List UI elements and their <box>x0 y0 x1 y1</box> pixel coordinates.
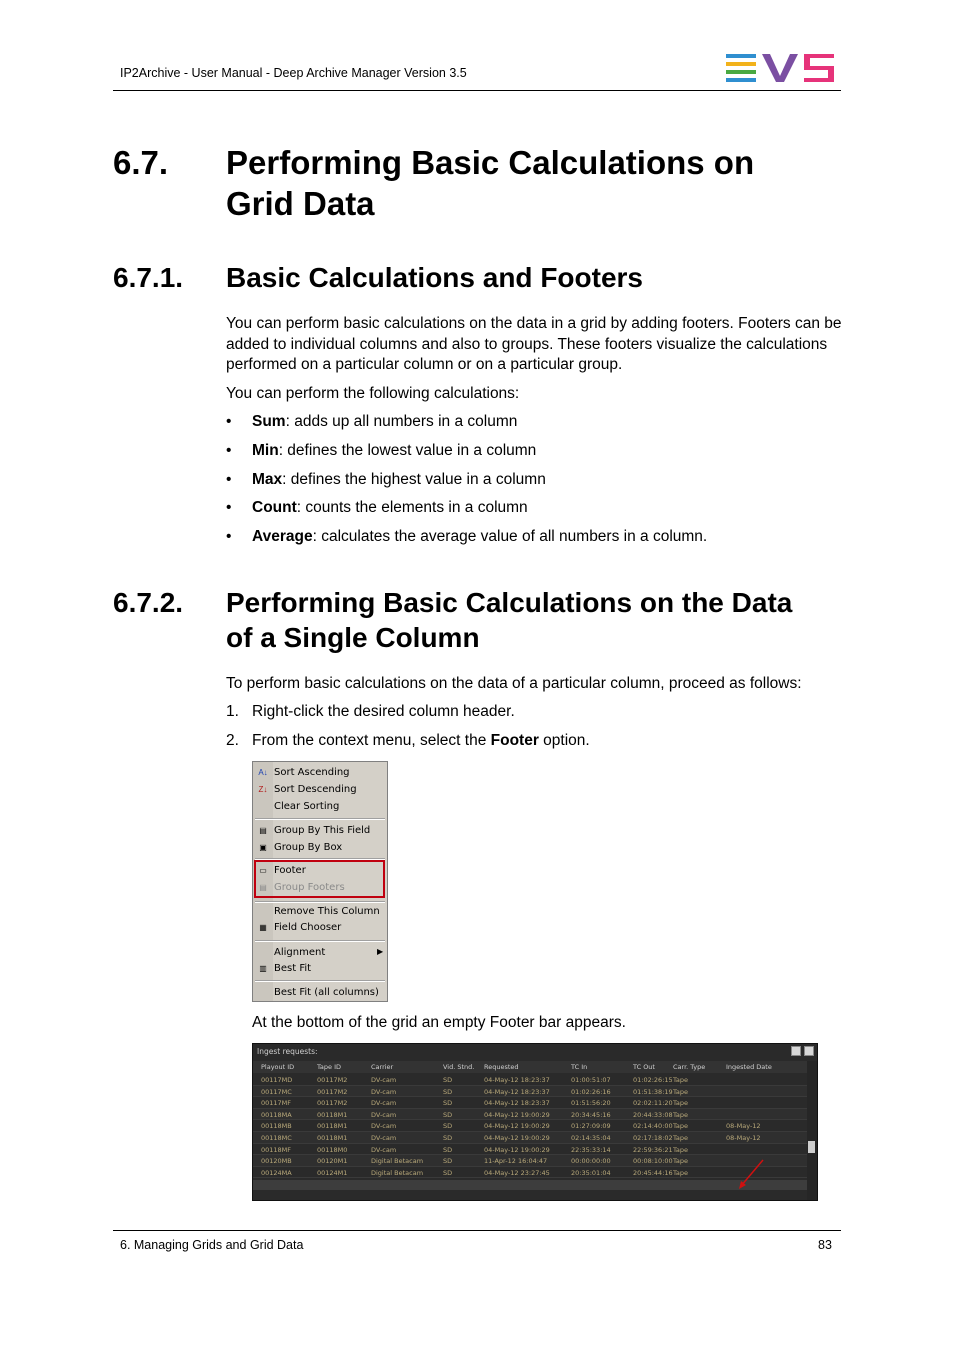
best-fit-icon: ▥ <box>259 964 267 973</box>
table-cell: 01:02:26:15 <box>633 1076 673 1084</box>
table-cell: 20:45:44:16 <box>633 1168 673 1177</box>
menu-item-group-by-box[interactable]: Group By Box <box>274 842 343 853</box>
table-cell: 00117MD <box>261 1076 293 1084</box>
bullet-desc: : adds up all numbers in a column <box>285 413 518 430</box>
bullet-term: Max <box>252 471 283 488</box>
table-cell: 00124MA <box>261 1168 292 1177</box>
table-cell: 08-May-12 <box>726 1134 761 1142</box>
table-cell: 04-May-12 18:23:37 <box>484 1099 550 1108</box>
bullet-desc: : counts the elements in a column <box>296 499 528 516</box>
table-cell: 04-May-12 19:00:29 <box>484 1110 550 1119</box>
menu-item-group-by-field[interactable]: Group By This Field <box>274 825 371 836</box>
footer-icon: ▭ <box>259 866 267 875</box>
table-cell: SD <box>443 1122 453 1131</box>
table-row[interactable] <box>253 1120 807 1132</box>
group-box-icon: ▣ <box>259 843 267 852</box>
header-rule <box>113 90 841 91</box>
table-cell: Tape <box>673 1099 689 1108</box>
table-cell: SD <box>443 1076 453 1084</box>
footer-highlight-box <box>254 860 385 898</box>
table-cell: 00117MF <box>261 1099 292 1108</box>
table-cell: 04-May-12 23:27:45 <box>484 1168 550 1177</box>
subsection-title-2-line1: Performing Basic Calculations on the Data <box>226 587 793 618</box>
table-cell: 00118M1 <box>317 1134 348 1142</box>
section-number: 6.7. <box>113 144 169 181</box>
table-cell: 00118MF <box>261 1145 292 1154</box>
table-cell: 02:14:35:04 <box>571 1134 611 1142</box>
sort-descending-icon: Z↓ <box>258 785 268 794</box>
intro-paragraph <box>226 314 842 376</box>
table-cell: 02:02:11:20 <box>633 1099 673 1108</box>
table-cell: 20:35:01:04 <box>571 1168 611 1177</box>
menu-item-sort-descending[interactable]: Sort Descending <box>274 784 357 795</box>
footer-chapter: 6. Managing Grids and Grid Data <box>120 1238 304 1252</box>
table-cell: 20:34:45:16 <box>571 1110 611 1119</box>
bullet-term: Average <box>252 528 313 545</box>
table-cell: 00124M1 <box>317 1168 348 1177</box>
table-cell: Tape <box>673 1110 689 1119</box>
menu-item-alignment[interactable]: Alignment <box>274 947 326 958</box>
grid-column-header[interactable]: Carrier <box>371 1063 394 1071</box>
step-number: 2. <box>226 732 239 749</box>
evs-logo <box>726 54 834 82</box>
grid-column-header[interactable]: Carr. Type <box>673 1063 706 1071</box>
ingest-grid <box>252 1043 818 1201</box>
menu-item-remove-column[interactable]: Remove This Column <box>274 906 380 917</box>
group-field-icon: ▤ <box>259 826 267 835</box>
grid-title: Ingest requests: <box>257 1047 318 1056</box>
intro-line: You can perform basic calculations on the data in a grid by adding footers. Footers can be <box>226 315 842 332</box>
table-cell: Tape <box>673 1122 689 1131</box>
table-cell: 00117MC <box>261 1087 292 1096</box>
table-cell: 00117M2 <box>317 1099 348 1108</box>
bullet-term: Count <box>252 499 297 516</box>
table-cell: 02:17:18:02 <box>633 1134 673 1142</box>
grid-column-header[interactable]: Tape ID <box>317 1063 341 1071</box>
bullet-term: Sum <box>252 413 286 430</box>
table-cell: DV-cam <box>371 1134 397 1142</box>
grid-column-header[interactable]: TC In <box>571 1063 588 1071</box>
table-cell: SD <box>443 1110 453 1119</box>
table-cell: 00118M1 <box>317 1110 348 1119</box>
step-text: Right-click the desired column header. <box>252 703 515 720</box>
table-cell: DV-cam <box>371 1110 397 1119</box>
procedure-intro: To perform basic calculations on the data of a particular column, proceed as follows: <box>226 675 802 692</box>
table-cell: 04-May-12 18:23:37 <box>484 1076 550 1084</box>
section-heading <box>113 142 833 224</box>
section-title-line2: Grid Data <box>226 185 375 222</box>
table-cell: Tape <box>673 1076 689 1084</box>
table-row[interactable] <box>253 1086 807 1098</box>
table-row[interactable] <box>253 1167 807 1179</box>
table-cell: Tape <box>673 1168 689 1177</box>
running-header: IP2Archive - User Manual - Deep Archive Manager Version 3.5 <box>120 66 467 80</box>
table-cell: DV-cam <box>371 1145 397 1154</box>
step-bold: Footer <box>490 732 539 749</box>
grid-restore-icon[interactable] <box>791 1046 801 1056</box>
table-cell: 04-May-12 18:23:37 <box>484 1087 550 1096</box>
table-cell: SD <box>443 1134 453 1142</box>
table-cell: 00118MA <box>261 1110 292 1119</box>
subsection-title-2-line2: of a Single Column <box>226 622 480 653</box>
table-cell: 04-May-12 19:00:29 <box>484 1122 550 1131</box>
step-text: From the context menu, select the <box>252 732 491 749</box>
table-cell: 08-May-12 <box>726 1122 761 1131</box>
table-cell: 00118M1 <box>317 1122 348 1131</box>
annotation-arrow-icon <box>733 1156 773 1192</box>
group-footers-icon: ▤ <box>259 883 267 892</box>
table-cell: Digital Betacam <box>371 1157 424 1166</box>
table-row[interactable] <box>253 1097 807 1109</box>
table-row[interactable] <box>253 1074 807 1086</box>
grid-column-header[interactable]: Ingested Date <box>726 1063 772 1071</box>
menu-item-best-fit[interactable]: Best Fit <box>274 963 312 974</box>
submenu-arrow-icon: ▶ <box>377 947 384 956</box>
table-cell: DV-cam <box>371 1099 397 1108</box>
table-cell: 01:27:09:09 <box>571 1122 611 1131</box>
table-cell: 01:02:26:16 <box>571 1087 611 1096</box>
table-cell: 00118MC <box>261 1134 292 1142</box>
subsection-number-1: 6.7.1. <box>113 262 184 293</box>
table-cell: 00117M2 <box>317 1087 348 1096</box>
table-cell: Tape <box>673 1157 689 1166</box>
grid-column-header[interactable]: Requested <box>484 1063 519 1071</box>
result-caption: At the bottom of the grid an empty Footer bar appears. <box>252 1014 626 1031</box>
intro-line: added to individual columns and also to groups. These footers visualize the calculations <box>226 335 828 353</box>
bullet-term: Min <box>252 442 279 459</box>
menu-item-sort-ascending[interactable]: Sort Ascending <box>274 767 350 778</box>
table-cell: 04-May-12 19:00:29 <box>484 1134 550 1142</box>
page-number: 83 <box>818 1238 832 1252</box>
grid-footer-bar <box>253 1180 807 1190</box>
table-cell: 00118MB <box>261 1122 292 1131</box>
menu-separator <box>255 940 385 942</box>
table-cell: 22:59:36:21 <box>633 1145 673 1154</box>
scroll-thumb[interactable] <box>808 1141 815 1153</box>
sort-ascending-icon: A↓ <box>258 768 268 777</box>
table-cell: 22:35:33:14 <box>571 1145 611 1154</box>
menu-item-group-footers: Group Footers <box>274 882 345 893</box>
grid-header-row[interactable] <box>253 1061 807 1073</box>
table-cell: SD <box>443 1168 453 1177</box>
table-cell: Tape <box>673 1145 689 1154</box>
table-row[interactable] <box>253 1132 807 1144</box>
context-menu <box>252 761 388 1002</box>
table-cell: 00118M0 <box>317 1145 348 1154</box>
calc-lead: You can perform the following calculations: <box>226 385 520 402</box>
step-text: option. <box>538 732 590 749</box>
table-cell: 00:00:00:00 <box>571 1157 611 1166</box>
grid-column-header[interactable]: TC Out <box>633 1063 655 1071</box>
table-row[interactable] <box>253 1144 807 1156</box>
table-cell: 04-May-12 19:00:29 <box>484 1145 550 1154</box>
table-cell: SD <box>443 1087 453 1096</box>
table-cell: 00117M2 <box>317 1076 348 1084</box>
table-cell: SD <box>443 1157 453 1166</box>
table-cell: DV-cam <box>371 1076 397 1084</box>
table-cell: 02:14:40:00 <box>633 1122 673 1131</box>
table-cell: 00120M1 <box>317 1157 348 1166</box>
menu-item-footer[interactable]: Footer <box>274 865 306 876</box>
grid-column-header[interactable]: Vid. Stnd. <box>443 1063 475 1071</box>
grid-options-icon[interactable] <box>804 1046 814 1056</box>
subsection-number-2: 6.7.2. <box>113 587 184 618</box>
bullet-desc: : defines the lowest value in a column <box>278 442 537 459</box>
menu-item-field-chooser[interactable]: Field Chooser <box>274 922 342 933</box>
step-number: 1. <box>226 703 239 720</box>
table-cell: Tape <box>673 1087 689 1096</box>
menu-item-best-fit-all[interactable]: Best Fit (all columns) <box>274 987 379 998</box>
menu-separator <box>255 901 385 903</box>
table-cell: DV-cam <box>371 1122 397 1131</box>
table-cell: 20:44:33:08 <box>633 1110 673 1119</box>
section-title-line1: Performing Basic Calculations on <box>226 144 755 181</box>
bullet-desc: : defines the highest value in a column <box>282 471 546 488</box>
menu-separator <box>255 818 385 820</box>
menu-item-clear-sorting[interactable]: Clear Sorting <box>274 801 340 812</box>
table-cell: DV-cam <box>371 1087 397 1096</box>
subsection-title-1: Basic Calculations and Footers <box>226 262 643 293</box>
table-cell: 00:08:10:00 <box>633 1157 673 1166</box>
table-cell: SD <box>443 1145 453 1154</box>
table-cell: SD <box>443 1099 453 1108</box>
table-cell: Tape <box>673 1134 689 1142</box>
bullet-desc: : calculates the average value of all numbers in a column. <box>312 528 708 545</box>
table-cell: 01:51:38:19 <box>633 1087 673 1096</box>
grid-scrollbar[interactable] <box>807 1061 817 1201</box>
intro-line: performed on a particular column or on a particular group. <box>226 356 623 373</box>
menu-separator <box>255 980 385 982</box>
table-row[interactable] <box>253 1109 807 1121</box>
subsection-heading-2 <box>113 585 833 657</box>
footer-rule <box>113 1230 841 1231</box>
table-cell: 00120MB <box>261 1157 292 1166</box>
table-cell: 01:51:56:20 <box>571 1099 611 1108</box>
field-chooser-icon: ▦ <box>259 923 267 932</box>
grid-column-header[interactable]: Playout ID <box>261 1063 295 1071</box>
subsection-heading-1 <box>113 260 833 296</box>
table-cell: Digital Betacam <box>371 1168 424 1177</box>
table-row[interactable] <box>253 1155 807 1167</box>
table-cell: 01:00:51:07 <box>571 1076 611 1084</box>
table-cell: 11-Apr-12 16:04:47 <box>484 1157 548 1166</box>
